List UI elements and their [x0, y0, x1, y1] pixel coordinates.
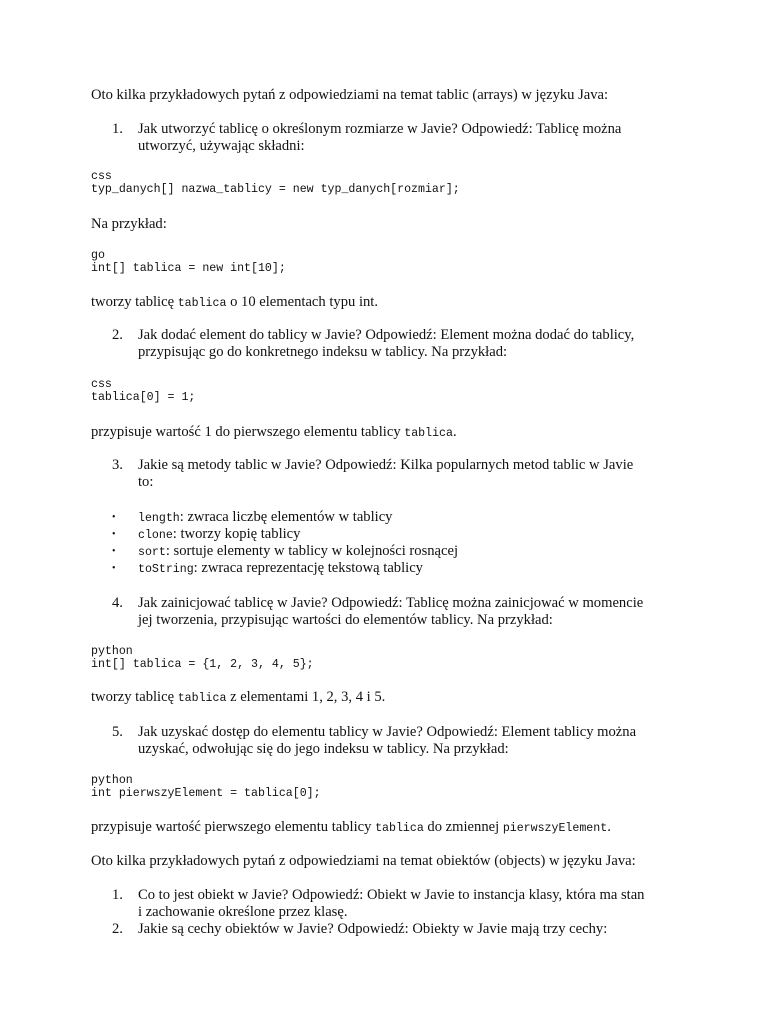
question-4 [112, 595, 682, 629]
question-3 [112, 457, 682, 491]
code-line: int[] tablica = new int[10]; [91, 262, 286, 275]
question-line: uzyskać, odwołując się do jego indeksu w tablicy. Na przykład: [138, 741, 509, 757]
question-line: i zachowanie określone przez klasę. [138, 904, 348, 920]
code-block-2 [91, 249, 286, 275]
code-line: int pierwszyElement = tablica[0]; [91, 787, 321, 800]
question-line: Jak dodać element do tablicy w Javie? Odpowiedź: Element można dodać do tablicy, [138, 327, 635, 343]
code-line: typ_danych[] nazwa_tablicy = new typ_danych[rozmiar]; [91, 183, 460, 196]
text: : sortuje elementy w tablicy w kolejności rosnącej [165, 543, 459, 559]
question-number: 5. [112, 724, 123, 740]
inline-code: pierwszyElement [502, 822, 608, 835]
text: : zwraca liczbę elementów w tablicy [179, 509, 393, 525]
code-block-3 [91, 378, 195, 404]
question-line: Jak zainicjować tablicę w Javie? Odpowiedź: Tablicę można zainicjować w momencie [138, 595, 644, 611]
method-item [112, 543, 672, 561]
inline-code: toString [138, 563, 194, 576]
text: . [607, 819, 611, 835]
code-lang: css [91, 378, 112, 391]
code-lang: python [91, 774, 133, 787]
inline-code: clone [138, 529, 173, 542]
question-number: 3. [112, 457, 123, 473]
question-line: Jakie są cechy obiektów w Javie? Odpowiedź: Obiekty w Javie mają trzy cechy: [138, 921, 608, 937]
paragraph-creates-array-elements [91, 689, 691, 707]
code-block-4 [91, 645, 314, 671]
code-line: tablica[0] = 1; [91, 391, 196, 404]
inline-code: sort [138, 546, 166, 559]
question-number: 2. [112, 921, 123, 937]
bullet: • [112, 546, 116, 557]
code-block-5 [91, 774, 321, 800]
question-number: 2. [112, 327, 123, 343]
question-line: jej tworzenia, przypisując wartości do elementów tablicy. Na przykład: [138, 612, 553, 628]
question-line: utworzyć, używając składni: [138, 138, 305, 154]
inline-code: tablica [404, 427, 453, 440]
object-question-2 [112, 921, 682, 938]
paragraph-creates-array [91, 294, 691, 312]
code-lang: go [91, 249, 105, 262]
bullet: • [112, 563, 116, 574]
code-lang: css [91, 170, 112, 183]
text: tworzy tablicę [91, 689, 178, 705]
inline-code: tablica [177, 297, 227, 310]
text: o 10 elementach typu int. [226, 294, 378, 310]
question-5 [112, 724, 682, 758]
question-line: to: [138, 474, 154, 490]
code-lang: python [91, 645, 133, 658]
object-question-1 [112, 887, 682, 921]
text: przypisuje wartość 1 do pierwszego elementu tablicy [91, 424, 405, 440]
question-line: Jak uzyskać dostęp do elementu tablicy w Javie? Odpowiedź: Element tablicy można [138, 724, 637, 740]
method-item [112, 509, 672, 527]
question-line: Co to jest obiekt w Javie? Odpowiedź: Obiekt w Javie to instancja klasy, która ma stan [138, 887, 645, 903]
paragraph-assigns-value [91, 424, 691, 442]
inline-code: length [138, 512, 180, 525]
question-line: Jakie są metody tablic w Javie? Odpowiedź: Kilka popularnych metod tablic w Javie [138, 457, 634, 473]
code-line: int[] tablica = {1, 2, 3, 4, 5}; [91, 658, 314, 671]
question-line: przypisując go do konkretnego indeksu w tablicy. Na przykład: [138, 344, 508, 360]
method-item [112, 560, 672, 578]
question-number: 1. [112, 887, 123, 903]
text: do zmiennej [423, 819, 503, 835]
question-2 [112, 327, 682, 361]
method-item [112, 526, 672, 544]
objects-intro: Oto kilka przykładowych pytań z odpowiedziami na temat obiektów (objects) w języku Java: [91, 853, 636, 869]
question-1 [112, 121, 682, 155]
question-number: 4. [112, 595, 123, 611]
arrays-intro: Oto kilka przykładowych pytań z odpowiedziami na temat tablic (arrays) w języku Java: [91, 87, 609, 103]
paragraph-assigns-first-element [91, 819, 691, 837]
inline-code: tablica [375, 822, 424, 835]
text: : tworzy kopię tablicy [172, 526, 301, 542]
text: . [452, 424, 457, 440]
text: : zwraca reprezentację tekstową tablicy [193, 560, 423, 576]
question-number: 1. [112, 121, 123, 137]
bullet: • [112, 512, 116, 523]
text: tworzy tablicę [91, 294, 178, 310]
inline-code: tablica [177, 692, 227, 705]
text: z elementami 1, 2, 3, 4 i 5. [226, 689, 386, 705]
example-label: Na przykład: [91, 216, 167, 232]
bullet: • [112, 529, 116, 540]
question-line: Jak utworzyć tablicę o określonym rozmiarze w Javie? Odpowiedź: Tablicę można [138, 121, 622, 137]
code-block-1 [91, 170, 460, 196]
text: przypisuje wartość pierwszego elementu tablicy [91, 819, 376, 835]
